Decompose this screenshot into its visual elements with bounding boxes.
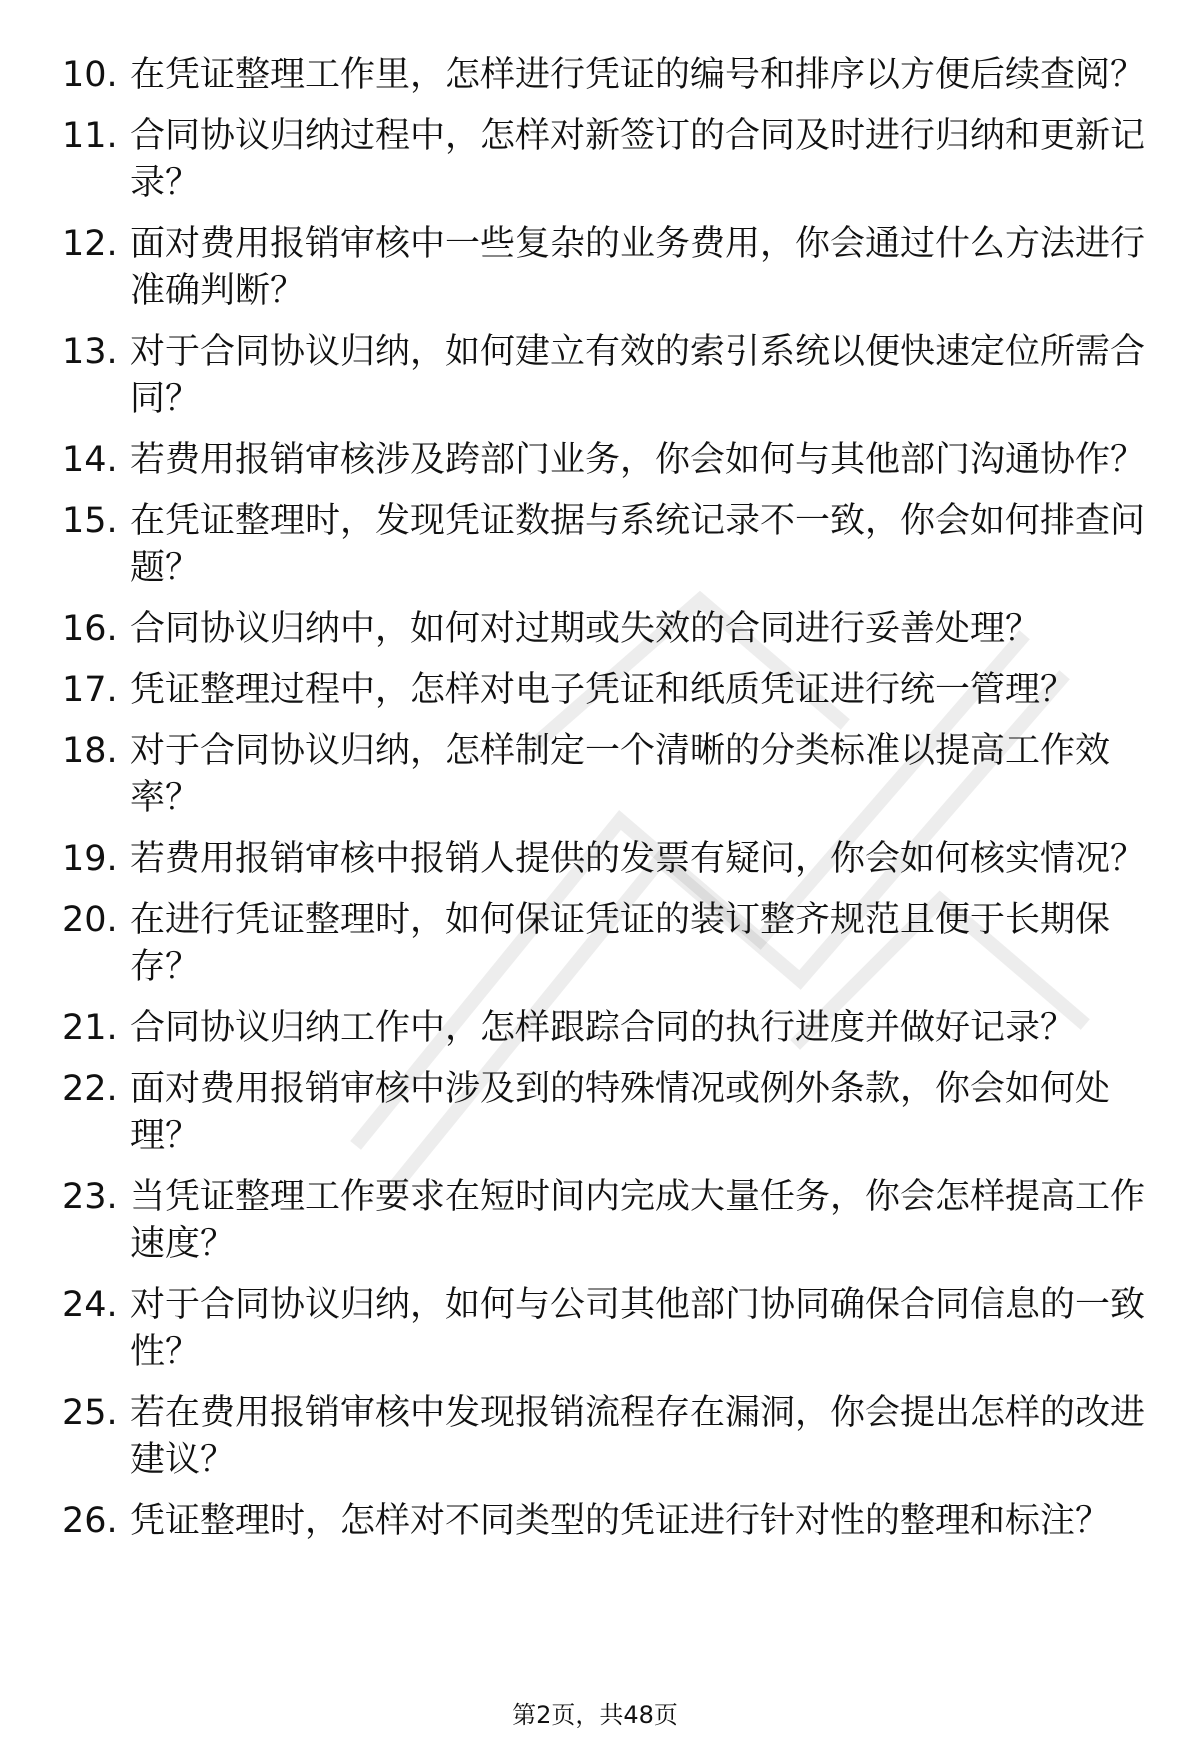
question-number: 19. bbox=[62, 839, 118, 879]
question-text: 若费用报销审核中报销人提供的发票有疑问，你会如何核实情况？ bbox=[130, 839, 1146, 879]
question-text: 凭证整理过程中，怎样对电子凭证和纸质凭证进行统一管理？ bbox=[130, 670, 1076, 710]
question-item bbox=[62, 113, 1152, 207]
question-item bbox=[62, 1390, 1152, 1484]
question-number: 22. bbox=[62, 1069, 118, 1109]
question-number: 13. bbox=[62, 332, 118, 372]
question-number: 16. bbox=[62, 609, 118, 649]
question-item bbox=[62, 728, 1152, 822]
question-item bbox=[62, 897, 1152, 991]
question-number: 17. bbox=[62, 670, 118, 710]
question-text: 若在费用报销审核中发现报销流程存在漏洞，你会提出怎样的改进建议？ bbox=[130, 1393, 1146, 1480]
question-item bbox=[62, 437, 1152, 484]
question-text: 在凭证整理工作里，怎样进行凭证的编号和排序以方便后续查阅？ bbox=[130, 55, 1146, 95]
question-text: 对于合同协议归纳，怎样制定一个清晰的分类标准以提高工作效率？ bbox=[130, 731, 1111, 818]
question-text: 面对费用报销审核中涉及到的特殊情况或例外条款，你会如何处理？ bbox=[130, 1069, 1111, 1156]
question-item bbox=[62, 1174, 1152, 1268]
question-text: 当凭证整理工作要求在短时间内完成大量任务，你会怎样提高工作速度？ bbox=[130, 1177, 1146, 1264]
question-item bbox=[62, 1498, 1152, 1545]
question-text: 对于合同协议归纳，如何与公司其他部门协同确保合同信息的一致性？ bbox=[130, 1285, 1146, 1372]
question-list bbox=[62, 52, 1152, 1559]
question-text: 凭证整理时，怎样对不同类型的凭证进行针对性的整理和标注？ bbox=[130, 1501, 1111, 1541]
question-number: 23. bbox=[62, 1177, 118, 1217]
question-number: 24. bbox=[62, 1285, 118, 1325]
question-number: 26. bbox=[62, 1501, 118, 1541]
question-text: 对于合同协议归纳，如何建立有效的索引系统以便快速定位所需合同？ bbox=[130, 332, 1146, 419]
question-item bbox=[62, 221, 1152, 315]
question-text: 合同协议归纳工作中，怎样跟踪合同的执行进度并做好记录？ bbox=[130, 1008, 1076, 1048]
question-number: 25. bbox=[62, 1393, 118, 1433]
question-text: 在凭证整理时，发现凭证数据与系统记录不一致，你会如何排查问题？ bbox=[130, 501, 1146, 588]
question-item bbox=[62, 606, 1152, 653]
question-item bbox=[62, 498, 1152, 592]
question-text: 合同协议归纳中，如何对过期或失效的合同进行妥善处理？ bbox=[130, 609, 1041, 649]
question-item bbox=[62, 1005, 1152, 1052]
question-text: 合同协议归纳过程中，怎样对新签订的合同及时进行归纳和更新记录？ bbox=[130, 116, 1146, 203]
question-text: 在进行凭证整理时，如何保证凭证的装订整齐规范且便于长期保存？ bbox=[130, 900, 1111, 987]
question-number: 21. bbox=[62, 1008, 118, 1048]
question-number: 20. bbox=[62, 900, 118, 940]
question-item bbox=[62, 667, 1152, 714]
question-text: 面对费用报销审核中一些复杂的业务费用，你会通过什么方法进行准确判断？ bbox=[130, 224, 1146, 311]
question-item bbox=[62, 1066, 1152, 1160]
question-item bbox=[62, 836, 1152, 883]
question-number: 11. bbox=[62, 116, 118, 156]
question-number: 14. bbox=[62, 440, 118, 480]
question-item bbox=[62, 1282, 1152, 1376]
question-number: 10. bbox=[62, 55, 118, 95]
question-number: 15. bbox=[62, 501, 118, 541]
question-text: 若费用报销审核涉及跨部门业务，你会如何与其他部门沟通协作？ bbox=[130, 440, 1146, 480]
page-footer: 第2页，共48页 bbox=[512, 1701, 678, 1729]
question-number: 12. bbox=[62, 224, 118, 264]
question-item bbox=[62, 329, 1152, 423]
question-number: 18. bbox=[62, 731, 118, 771]
question-item bbox=[62, 52, 1152, 99]
